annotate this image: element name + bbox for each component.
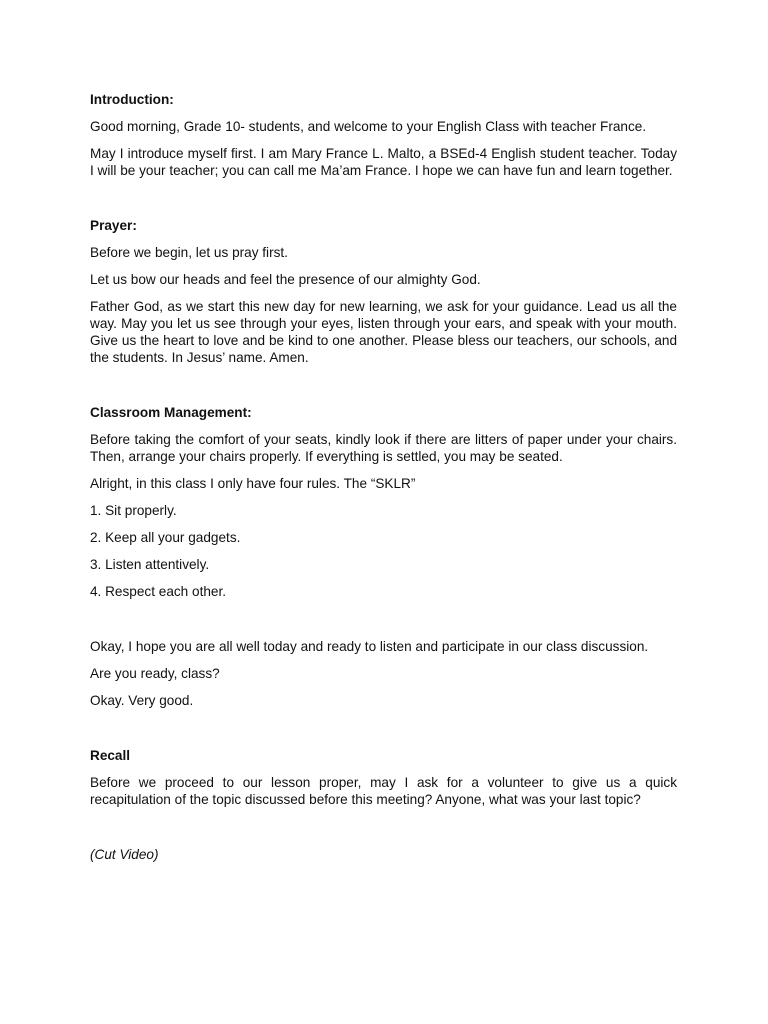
recall-heading: Recall xyxy=(90,748,131,763)
introduction-greeting: Good morning, Grade 10- students, and welcome to your English Class with teacher France. xyxy=(90,119,647,134)
section-spacer xyxy=(90,719,677,747)
section-spacer xyxy=(90,610,677,638)
section-spacer xyxy=(90,818,677,846)
cut-video-note: (Cut Video) xyxy=(90,847,159,862)
prayer-bow: Let us bow our heads and feel the presence of our almighty God. xyxy=(90,272,481,287)
prayer-intro: Before we begin, let us pray first. xyxy=(90,245,288,260)
section-spacer xyxy=(90,376,677,404)
rule-item: 2. Keep all your gadgets. xyxy=(90,530,241,545)
classroom-instructions: Before taking the comfort of your seats, kindly look if there are litters of paper under your chairs. Then, arrange your chairs properly. If everything is settled, you may be seated. xyxy=(90,432,677,464)
introduction-heading: Introduction: xyxy=(90,92,174,107)
readiness-question: Are you ready, class? xyxy=(90,666,220,681)
recall-text: Before we proceed to our lesson proper, may I ask for a volunteer to give us a quick recapitulation of the topic discussed before this meeting? Anyone, what was your last topic? xyxy=(90,775,677,807)
rule-item: 1. Sit properly. xyxy=(90,503,177,518)
prayer-heading: Prayer: xyxy=(90,218,137,233)
rule-item: 4. Respect each other. xyxy=(90,584,227,599)
section-spacer xyxy=(90,189,677,217)
rules-intro: Alright, in this class I only have four rules. The “SKLR” xyxy=(90,476,416,491)
rule-item: 3. Listen attentively. xyxy=(90,557,210,572)
readiness-response: Okay. Very good. xyxy=(90,693,194,708)
readiness-statement: Okay, I hope you are all well today and ready to listen and participate in our class discussion. xyxy=(90,639,649,654)
prayer-text: Father God, as we start this new day for new learning, we ask for your guidance. Lead us all the way. May you let us see through your eyes, listen through your ears, and speak with your mouth. Give us the heart to love and be kind to one another. Please bless our teachers, our schools, and the students. In Jesus’ name. Amen. xyxy=(90,299,677,365)
document-page xyxy=(90,91,677,873)
introduction-self: May I introduce myself first. I am Mary France L. Malto, a BSEd-4 English student teacher. Today I will be your teacher; you can call me Ma’am France. I hope we can have fun and learn together. xyxy=(90,146,677,178)
classroom-management-heading: Classroom Management: xyxy=(90,405,252,420)
